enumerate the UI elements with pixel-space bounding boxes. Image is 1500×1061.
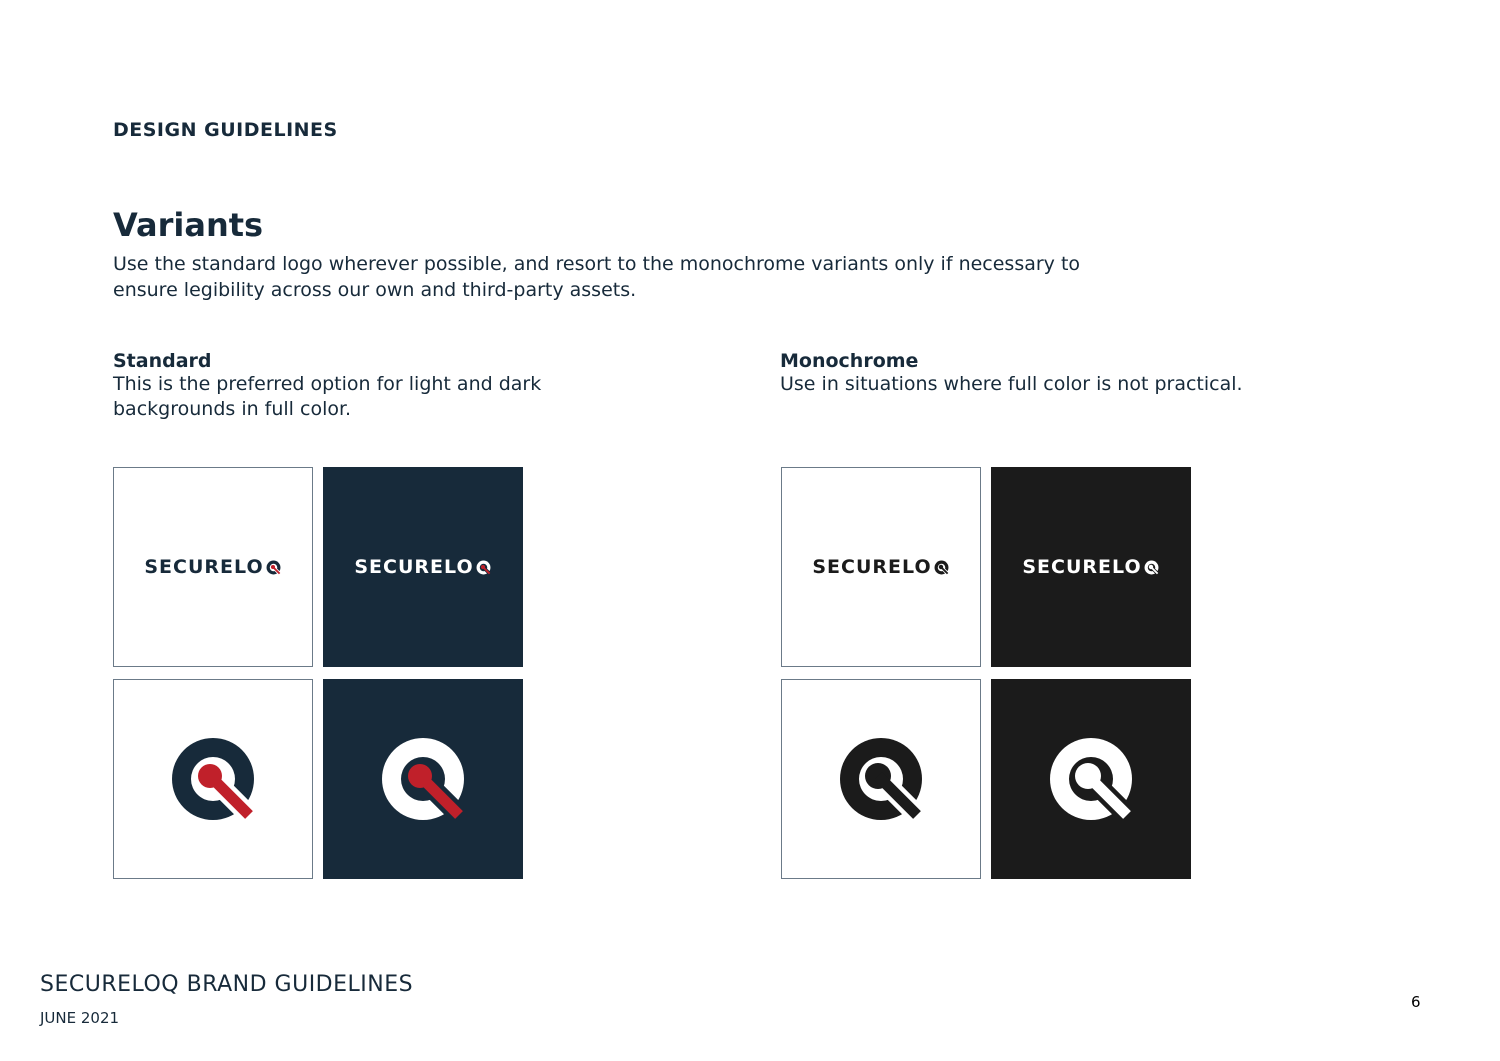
page-number: 6	[1411, 993, 1421, 1011]
wordmark	[812, 556, 949, 578]
wordmark	[1022, 556, 1159, 578]
q-logo-icon	[933, 559, 950, 576]
logo-tile-standard-light	[113, 467, 313, 667]
footer-date: JUNE 2021	[40, 1009, 120, 1027]
section-label: DESIGN GUIDELINES	[113, 119, 338, 141]
wordmark	[354, 556, 491, 578]
wordmark-text: SECURELO	[1022, 556, 1142, 578]
page-title: Variants	[113, 206, 264, 244]
q-logo-icon	[373, 729, 473, 829]
logo-tile-standard-dark	[323, 467, 523, 667]
standard-description: This is the preferred option for light and dark backgrounds in full color.	[113, 373, 542, 420]
monochrome-heading: Monochrome	[780, 350, 919, 372]
wordmark-text: SECURELO	[354, 556, 474, 578]
monochrome-block	[780, 350, 1340, 397]
q-logo-icon	[1143, 559, 1160, 576]
q-logo-icon	[265, 559, 282, 576]
icon-tile-standard-light	[113, 679, 313, 879]
wordmark-text: SECURELO	[812, 556, 932, 578]
icon-tile-mono-dark	[991, 679, 1191, 879]
icon-tile-standard-dark	[323, 679, 523, 879]
logo-tile-mono-dark	[991, 467, 1191, 667]
q-logo-icon	[475, 559, 492, 576]
logo-tile-mono-light	[781, 467, 981, 667]
standard-heading: Standard	[113, 350, 212, 372]
q-logo-icon	[1041, 729, 1141, 829]
intro-text: Use the standard logo wherever possible, and resort to the monochrome variants only if necessary to ensure legibility across our own and third-party assets.	[113, 253, 1081, 301]
q-logo-icon	[163, 729, 263, 829]
standard-block	[113, 350, 573, 422]
footer-title: SECURELOQ BRAND GUIDELINES	[40, 972, 414, 997]
q-logo-icon	[831, 729, 931, 829]
monochrome-description: Use in situations where full color is not practical.	[780, 373, 1243, 395]
icon-tile-mono-light	[781, 679, 981, 879]
wordmark-text: SECURELO	[144, 556, 264, 578]
wordmark	[144, 556, 281, 578]
